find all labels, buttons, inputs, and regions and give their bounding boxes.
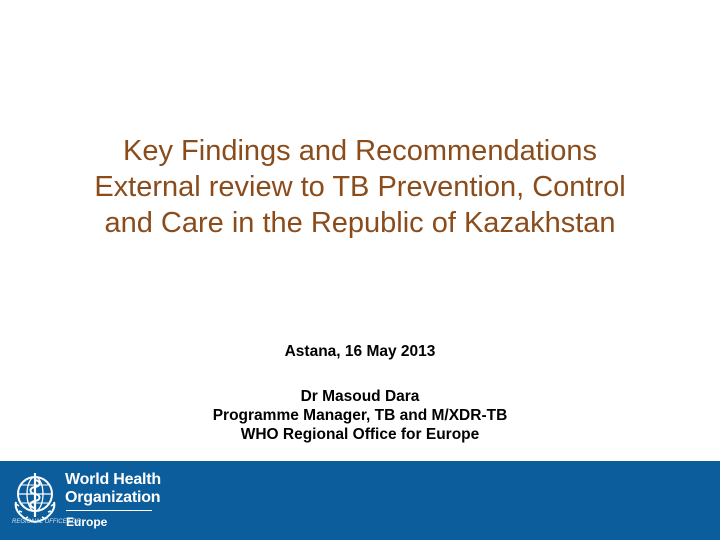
title-line-2: External review to TB Prevention, Control <box>94 171 626 203</box>
org-name-line-1: World Health <box>65 471 161 488</box>
title-line-1: Key Findings and Recommendations <box>123 135 597 167</box>
regional-office-label: REGIONAL OFFICE FOR <box>12 519 81 525</box>
presenter-office: WHO Regional Office for Europe <box>240 426 480 443</box>
presenter-block <box>110 387 610 444</box>
date-line: Astana, 16 May 2013 <box>284 343 436 360</box>
presenter-role: Programme Manager, TB and M/XDR-TB <box>212 407 508 424</box>
org-name <box>65 471 161 507</box>
org-name-line-2: Organization <box>65 489 161 506</box>
title-line-3: and Care in the Republic of Kazakhstan <box>104 207 616 239</box>
who-emblem-icon <box>10 470 60 526</box>
slide-title <box>20 133 700 241</box>
footer-bar <box>0 461 720 540</box>
region-name: Europe <box>66 515 108 529</box>
presenter-name: Dr Masoud Dara <box>300 388 420 405</box>
org-divider <box>66 510 152 511</box>
